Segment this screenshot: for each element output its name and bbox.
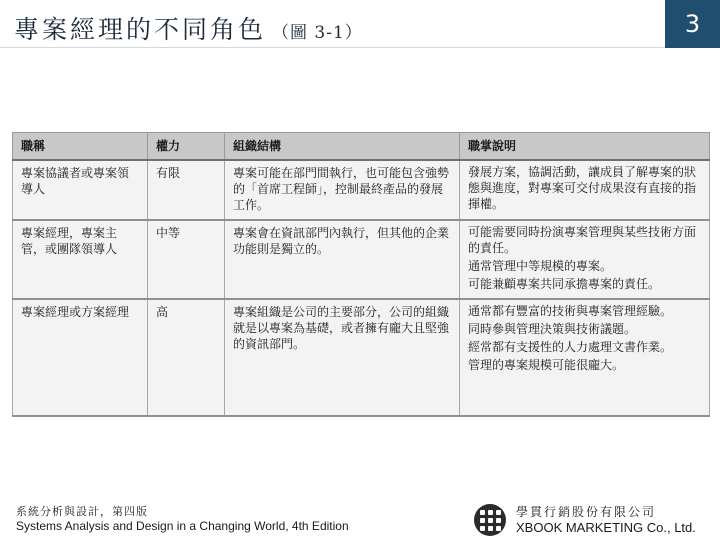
responsibility-item: 通常管理中等規模的專案。: [468, 259, 613, 273]
table-row: [13, 299, 710, 416]
header-structure: 組織結構: [225, 133, 460, 161]
cell-structure: 專案會在資訊部門內執行，但其他的企業功能則是獨立的。: [225, 220, 460, 299]
title-text: 專案經理的不同角色: [14, 15, 267, 44]
publisher-logo-icon: [474, 504, 506, 536]
table-row: [13, 220, 710, 299]
book-title-cn: 系統分析與設計，第四版: [16, 505, 148, 518]
header-responsibilities: 職掌說明: [460, 133, 710, 161]
cell-authority: 有限: [148, 160, 225, 220]
table-row: [13, 160, 710, 220]
slide-title: [14, 10, 363, 46]
responsibility-item: 可能兼顧專案共同承擔專案的責任。: [468, 277, 661, 291]
page-number-badge: [665, 0, 720, 48]
cell-responsibilities: [460, 299, 710, 416]
cell-structure: 專案可能在部門間執行，也可能包含強勢的「首席工程師」，控制最終產品的發展工作。: [225, 160, 460, 220]
responsibility-item: 發展方案，協調活動，讓成員了解專案的狀態與進度，對專案可交付成果沒有直接的指揮權。: [468, 165, 697, 211]
cell-authority: 中等: [148, 220, 225, 299]
book-title-en: Systems Analysis and Design in a Changing World, 4th Edition: [16, 519, 349, 533]
responsibility-item: 經常都有支援性的人力處理文書作業。: [468, 340, 673, 354]
cell-responsibilities: [460, 220, 710, 299]
publisher-footer: [516, 504, 696, 536]
publisher-name-cn: 學貫行銷股份有限公司: [516, 505, 657, 519]
cell-title: 專案經理，專案主管，或團隊領導人: [13, 220, 148, 299]
book-footer: [16, 504, 349, 534]
responsibility-item: 管理的專案規模可能很龐大。: [468, 358, 625, 372]
responsibility-item: 可能需要同時扮演專案管理與某些技術方面的責任。: [468, 225, 697, 255]
cell-title: 專案協議者或專案領導人: [13, 160, 148, 220]
cell-title: 專案經理或方案經理: [13, 299, 148, 416]
role-table: [12, 132, 710, 417]
header-title: 職稱: [13, 133, 148, 161]
table-header-row: [13, 133, 710, 161]
cell-responsibilities: [460, 160, 710, 220]
cell-structure: 專案組織是公司的主要部分，公司的組織就是以專案為基礎，或者擁有龐大且堅強的資訊部門。: [225, 299, 460, 416]
page-number: 3: [684, 10, 701, 38]
cell-authority: 高: [148, 299, 225, 416]
responsibility-item: 同時參與管理決策與技術議題。: [468, 322, 637, 336]
header-authority: 權力: [148, 133, 225, 161]
publisher-name-en: XBOOK MARKETING Co., Ltd.: [516, 520, 696, 535]
title-divider: [0, 47, 665, 48]
figure-reference: （圖 3-1）: [272, 23, 363, 43]
responsibility-item: 通常都有豐富的技術與專案管理經驗。: [468, 304, 673, 318]
